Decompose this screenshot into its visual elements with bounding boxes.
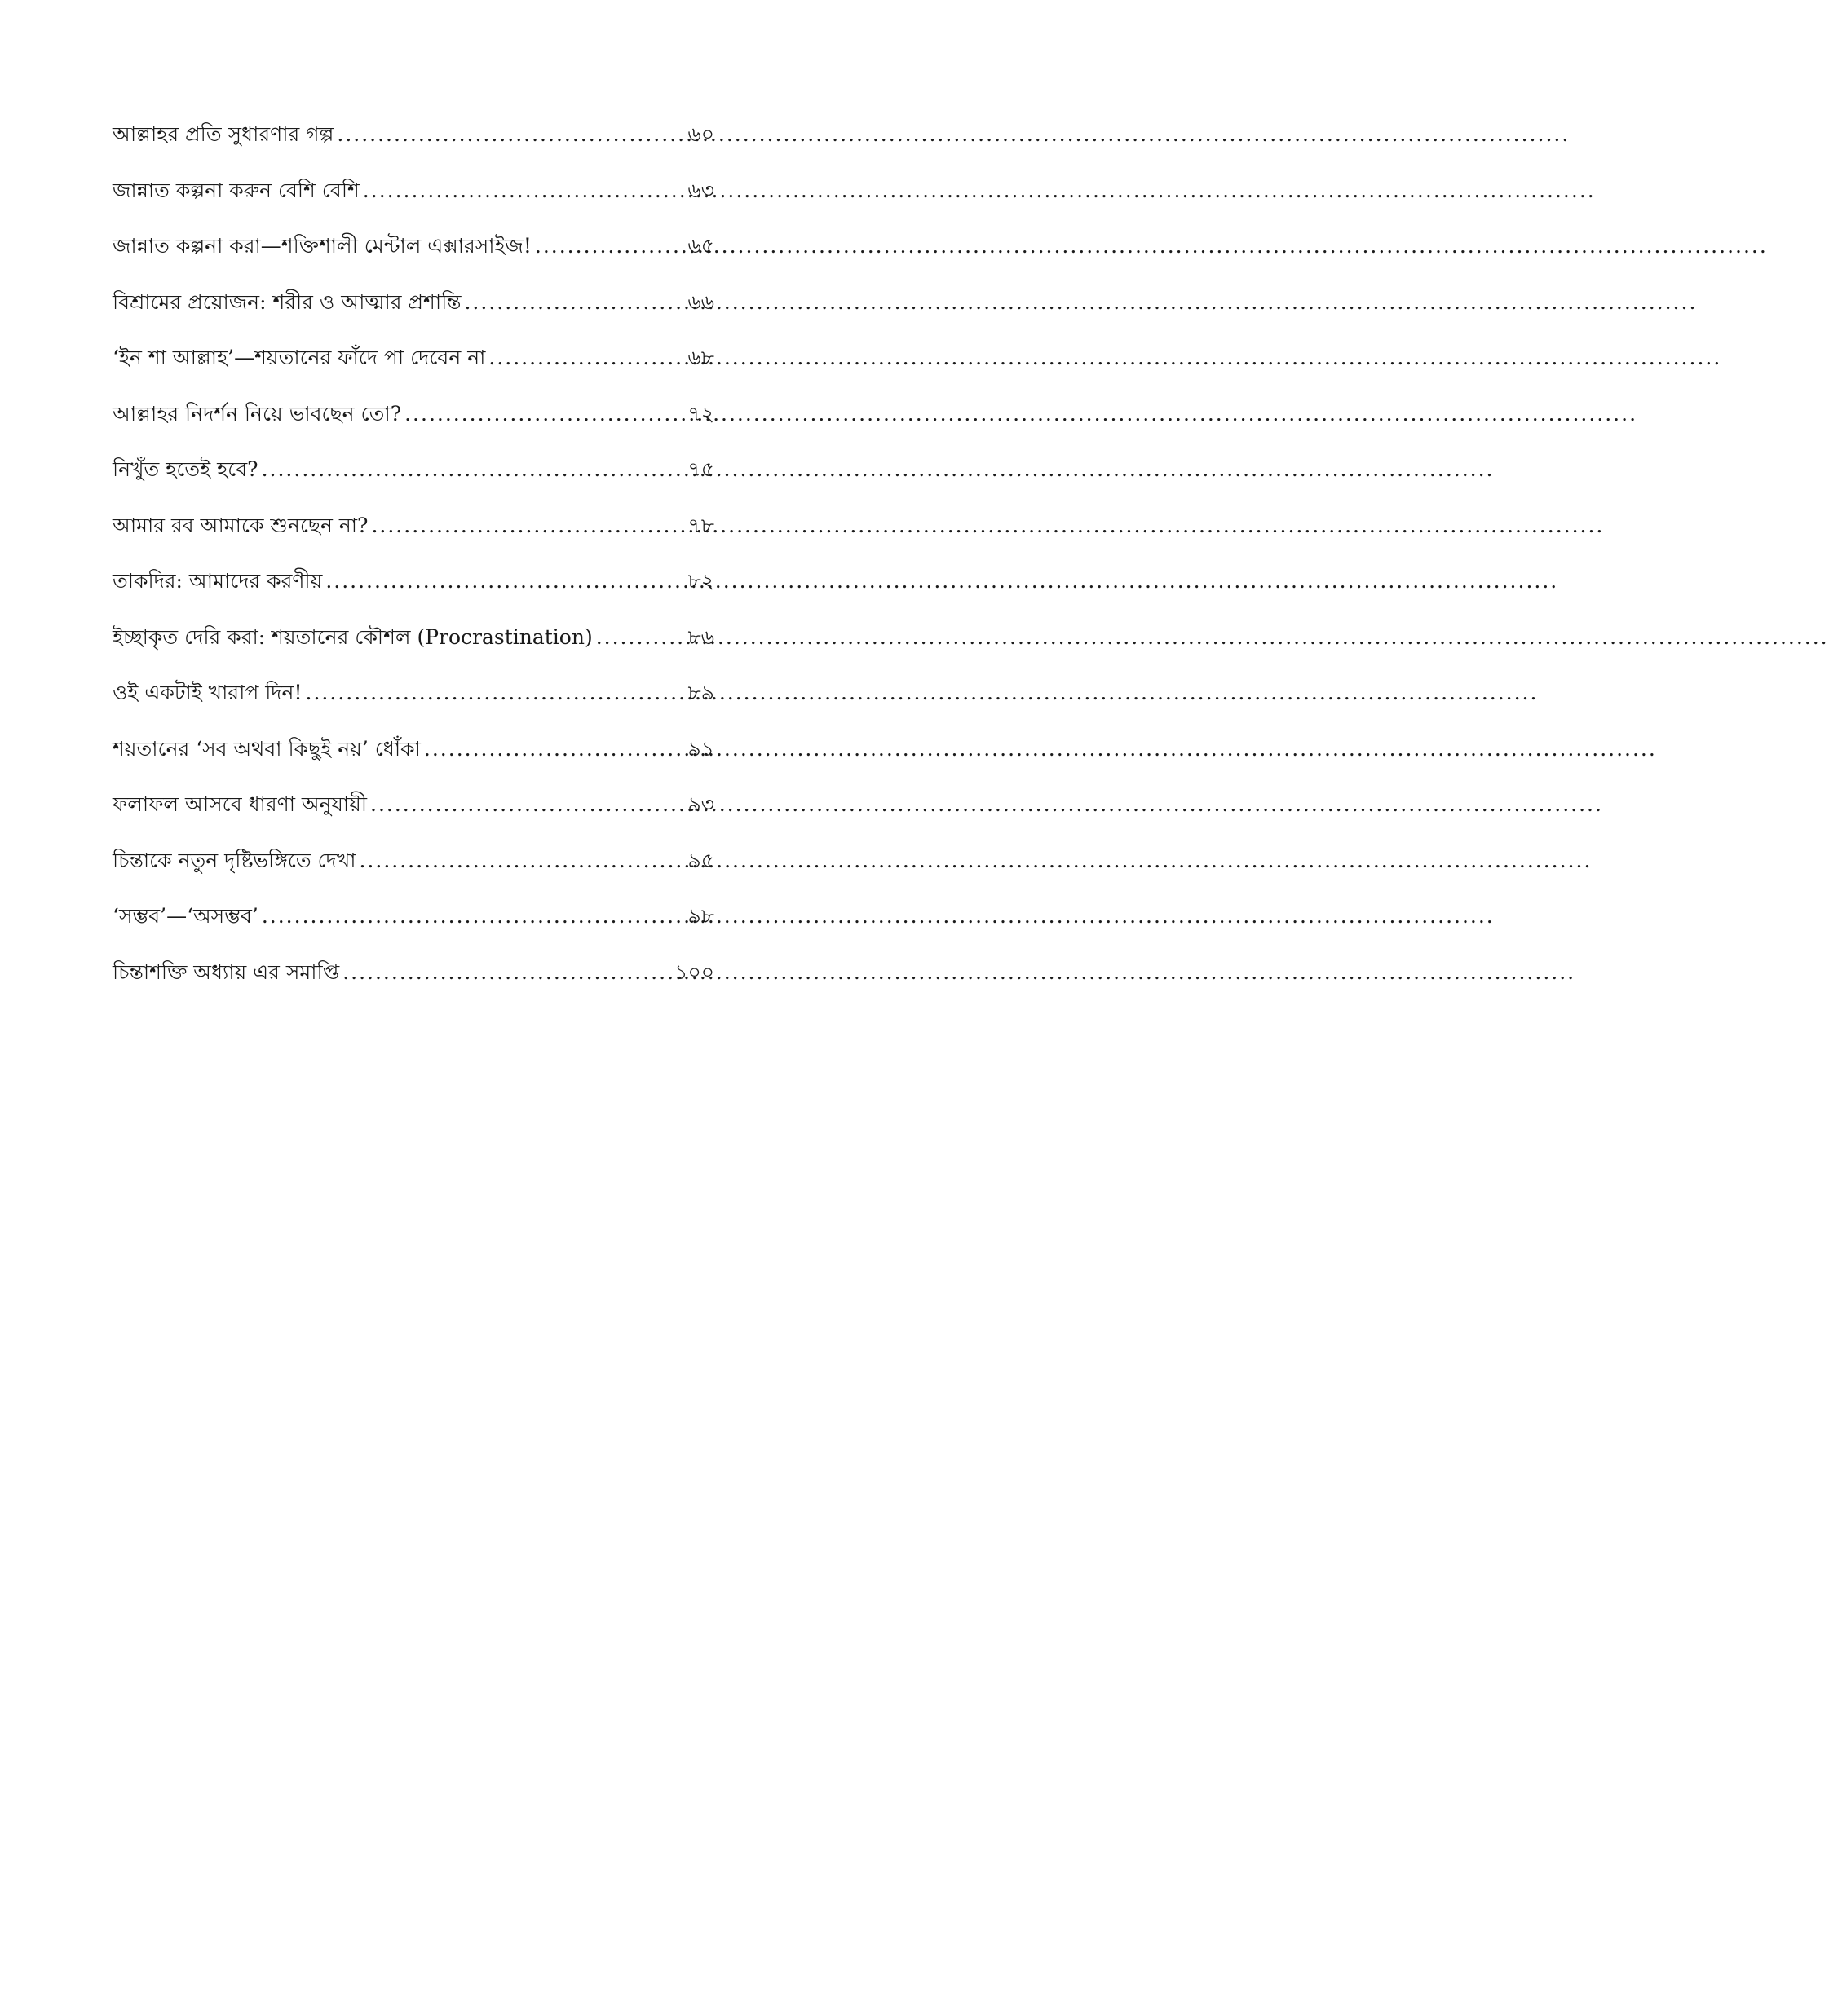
dot-leader: [371, 512, 684, 540]
toc-entry-title: জান্নাত কল্পনা করুন বেশি বেশি: [113, 178, 360, 202]
toc-entry-title: ইচ্ছাকৃত দেরি করা: শয়তানের কৌশল (Procrastination): [113, 624, 593, 649]
dot-leader: [464, 289, 684, 316]
toc-entry-title: নিখুঁত হতেই হবে?: [113, 457, 258, 481]
toc-entry: [113, 400, 714, 457]
toc-entry: [113, 902, 714, 959]
toc-entry: [113, 344, 714, 400]
toc-entry-page-number: ৭২: [687, 401, 714, 426]
toc-entry-title: জান্নাত কল্পনা করা—শক্তিশালী মেন্টাল এক্সারসাইজ!: [113, 234, 532, 258]
toc-entry: [113, 456, 714, 512]
toc-entry-title: শয়তানের ‘সব অথবা কিছুই নয়’ ধোঁকা: [113, 736, 421, 761]
toc-entry-page-number: ১০০: [674, 959, 714, 984]
toc-entry-page-number: ৬৩: [687, 178, 714, 202]
toc-entry-title: আমার রব আমাকে শুনছেন না?: [113, 513, 369, 537]
toc-entry: [113, 735, 714, 792]
toc-entry: [113, 847, 714, 903]
dot-leader: [359, 847, 684, 875]
dot-leader: [370, 791, 685, 818]
toc-entry: [113, 791, 714, 847]
toc-entry-page-number: ৬৮: [687, 346, 714, 369]
toc-entry-title: ‘সম্ভব’—‘অসম্ভব’: [113, 904, 258, 928]
toc-entry: [113, 679, 714, 735]
toc-entry-title: চিন্তাকে নতুন দৃষ্টিভঙ্গিতে দেখা: [113, 848, 356, 872]
toc-entry-page-number: ৯৫: [687, 848, 714, 872]
toc-entry-page-number: ৬০: [687, 122, 714, 146]
toc-entry-page-number: ৯৩: [687, 792, 714, 816]
toc-entry-page-number: ৭৫: [687, 457, 714, 481]
dot-leader: [535, 232, 685, 260]
dot-leader: [363, 177, 685, 205]
toc-entry: [113, 624, 714, 680]
toc-entry-page-number: ৬৫: [687, 234, 714, 258]
toc-entry: [113, 121, 714, 177]
dot-leader: [488, 344, 684, 372]
toc-entry-title: ফলাফল আসবে ধারণা অনুযায়ী: [113, 792, 368, 816]
dot-leader: [262, 902, 685, 930]
table-of-contents: [113, 121, 714, 1014]
toc-entry-title: আল্লাহর প্রতি সুধারণার গল্প: [113, 122, 334, 146]
toc-entry-page-number: ৯৮: [687, 904, 714, 928]
dot-leader: [424, 735, 685, 763]
dot-leader: [325, 567, 684, 595]
toc-entry-title: তাকদির: আমাদের করণীয়: [113, 569, 323, 593]
toc-entry: [113, 959, 714, 1015]
toc-entry-page-number: ৭৮: [687, 513, 714, 537]
toc-entry-page-number: ৯১: [687, 736, 714, 761]
dot-leader: [337, 121, 684, 148]
toc-entry-title: বিশ্রামের প্রয়োজন: শরীর ও আত্মার প্রশান্তি: [113, 289, 462, 314]
toc-entry: [113, 177, 714, 233]
toc-entry-title: ‘ইন শা আল্লাহ’—শয়তানের ফাঁদে পা দেবেন না: [113, 346, 486, 369]
dot-leader: [306, 679, 685, 707]
toc-entry-title: আল্লাহর নিদর্শন নিয়ে ভাবছেন তো?: [113, 401, 402, 426]
toc-entry-title: ওই একটাই খারাপ দিন!: [113, 681, 303, 704]
toc-entry-page-number: ৮৯: [687, 681, 714, 704]
dot-leader: [596, 624, 685, 651]
dot-leader: [262, 456, 685, 483]
toc-entry-title: চিন্তাশক্তি অধ্যায় এর সমাপ্তি: [113, 959, 340, 984]
toc-entry: [113, 289, 714, 345]
toc-entry: [113, 512, 714, 568]
toc-entry-page-number: ৮৬: [687, 624, 714, 649]
dot-leader: [342, 959, 671, 986]
toc-entry: [113, 567, 714, 624]
toc-entry: [113, 232, 714, 289]
toc-entry-page-number: ৬৬: [687, 289, 714, 314]
dot-leader: [404, 400, 684, 428]
document-page: [0, 0, 835, 1290]
toc-entry-page-number: ৮২: [687, 569, 714, 593]
